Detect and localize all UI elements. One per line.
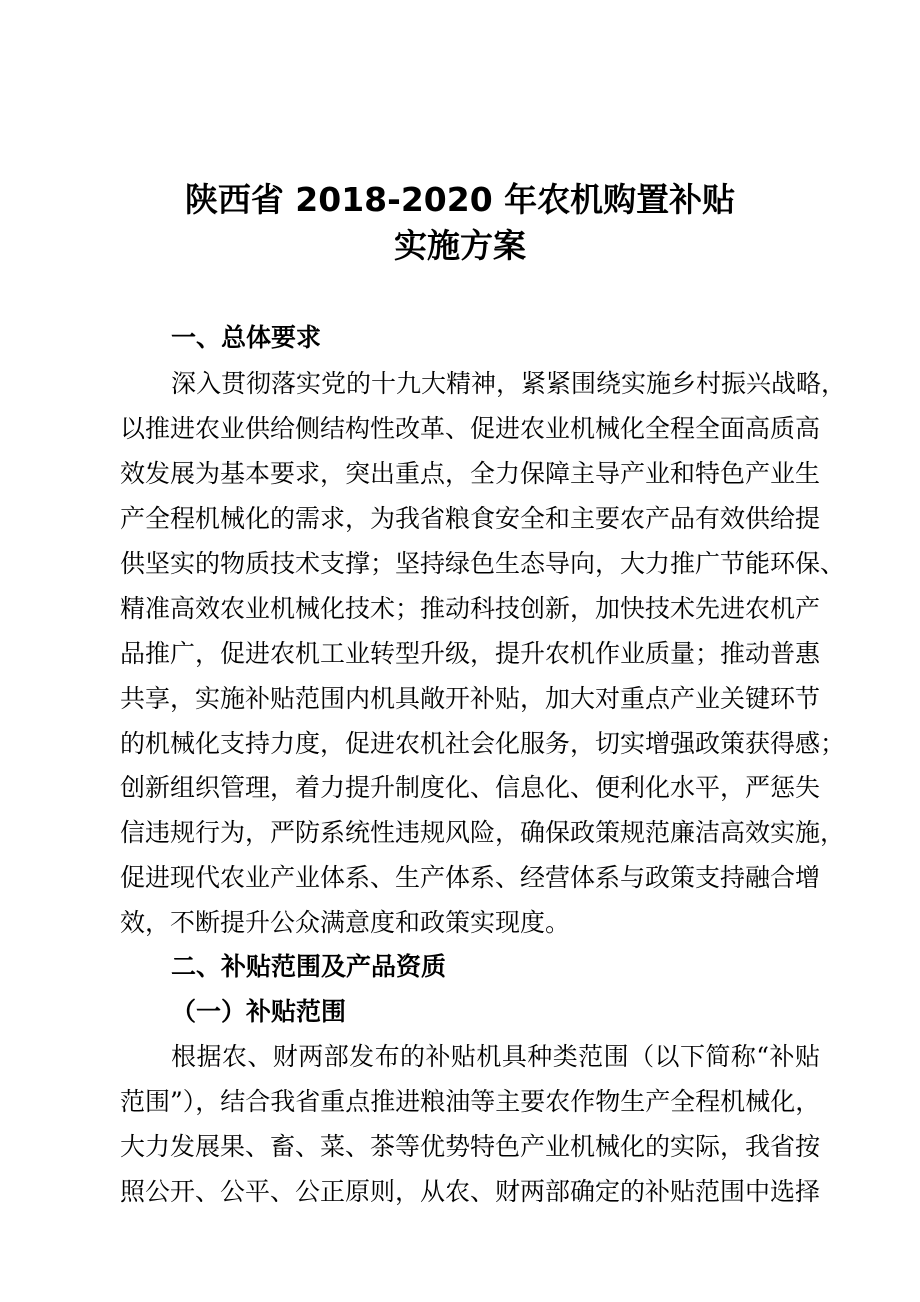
document-title-line-2: 实施方案 [394, 226, 526, 265]
section-heading-subsidy-scope: 二、补贴范围及产品资质 [171, 952, 447, 981]
document-title-line-1: 陕西省 2018-2020 年农机购置补贴 [184, 180, 736, 219]
paragraph-line: 以推进农业供给侧结构性改革、促进农业机械化全程全面高质高 [120, 414, 821, 443]
subsection-heading-subsidy-range: （一）补贴范围 [171, 997, 347, 1026]
paragraph-line: 范围”），结合我省重点推进粮油等主要农作物生产全程机械化， [120, 1087, 821, 1116]
paragraph-line: 效，不断提升公众满意度和政策实现度。 [120, 908, 571, 937]
paragraph-line: 照公开、公平、公正原则，从农、财两部确定的补贴范围中选择 [120, 1177, 821, 1206]
paragraph-line: 深入贯彻落实党的十九大精神，紧紧围绕实施乡村振兴战略， [171, 369, 847, 398]
paragraph-line: 信违规行为，严防系统性违规风险，确保政策规范廉洁高效实施， [120, 818, 846, 847]
paragraph-line: 品推广，促进农机工业转型升级，提升农机作业质量；推动普惠 [120, 639, 821, 668]
paragraph-line: 共享，实施补贴范围内机具敞开补贴，加大对重点产业关键环节 [120, 684, 821, 713]
paragraph-line: 的机械化支持力度，促进农机社会化服务，切实增强政策获得感； [120, 729, 846, 758]
paragraph-line: 促进现代农业产业体系、生产体系、经营体系与政策支持融合增 [120, 863, 821, 892]
paragraph-line: 效发展为基本要求，突出重点，全力保障主导产业和特色产业生 [120, 459, 821, 488]
paragraph-line: 大力发展果、畜、菜、茶等优势特色产业机械化的实际，我省按 [120, 1132, 821, 1161]
section-heading-overall-requirements: 一、总体要求 [171, 323, 322, 352]
paragraph-line: 产全程机械化的需求，为我省粮食安全和主要农产品有效供给提 [120, 504, 821, 533]
paragraph-line: 供坚实的物质技术支撑；坚持绿色生态导向，大力推广节能环保、 [120, 549, 846, 578]
paragraph-line: 精准高效农业机械化技术；推动科技创新，加快技术先进农机产 [120, 594, 821, 623]
paragraph-line: 创新组织管理，着力提升制度化、信息化、便利化水平，严惩失 [120, 773, 821, 802]
paragraph-line: 根据农、财两部发布的补贴机具种类范围（以下简称“补贴 [171, 1042, 820, 1071]
